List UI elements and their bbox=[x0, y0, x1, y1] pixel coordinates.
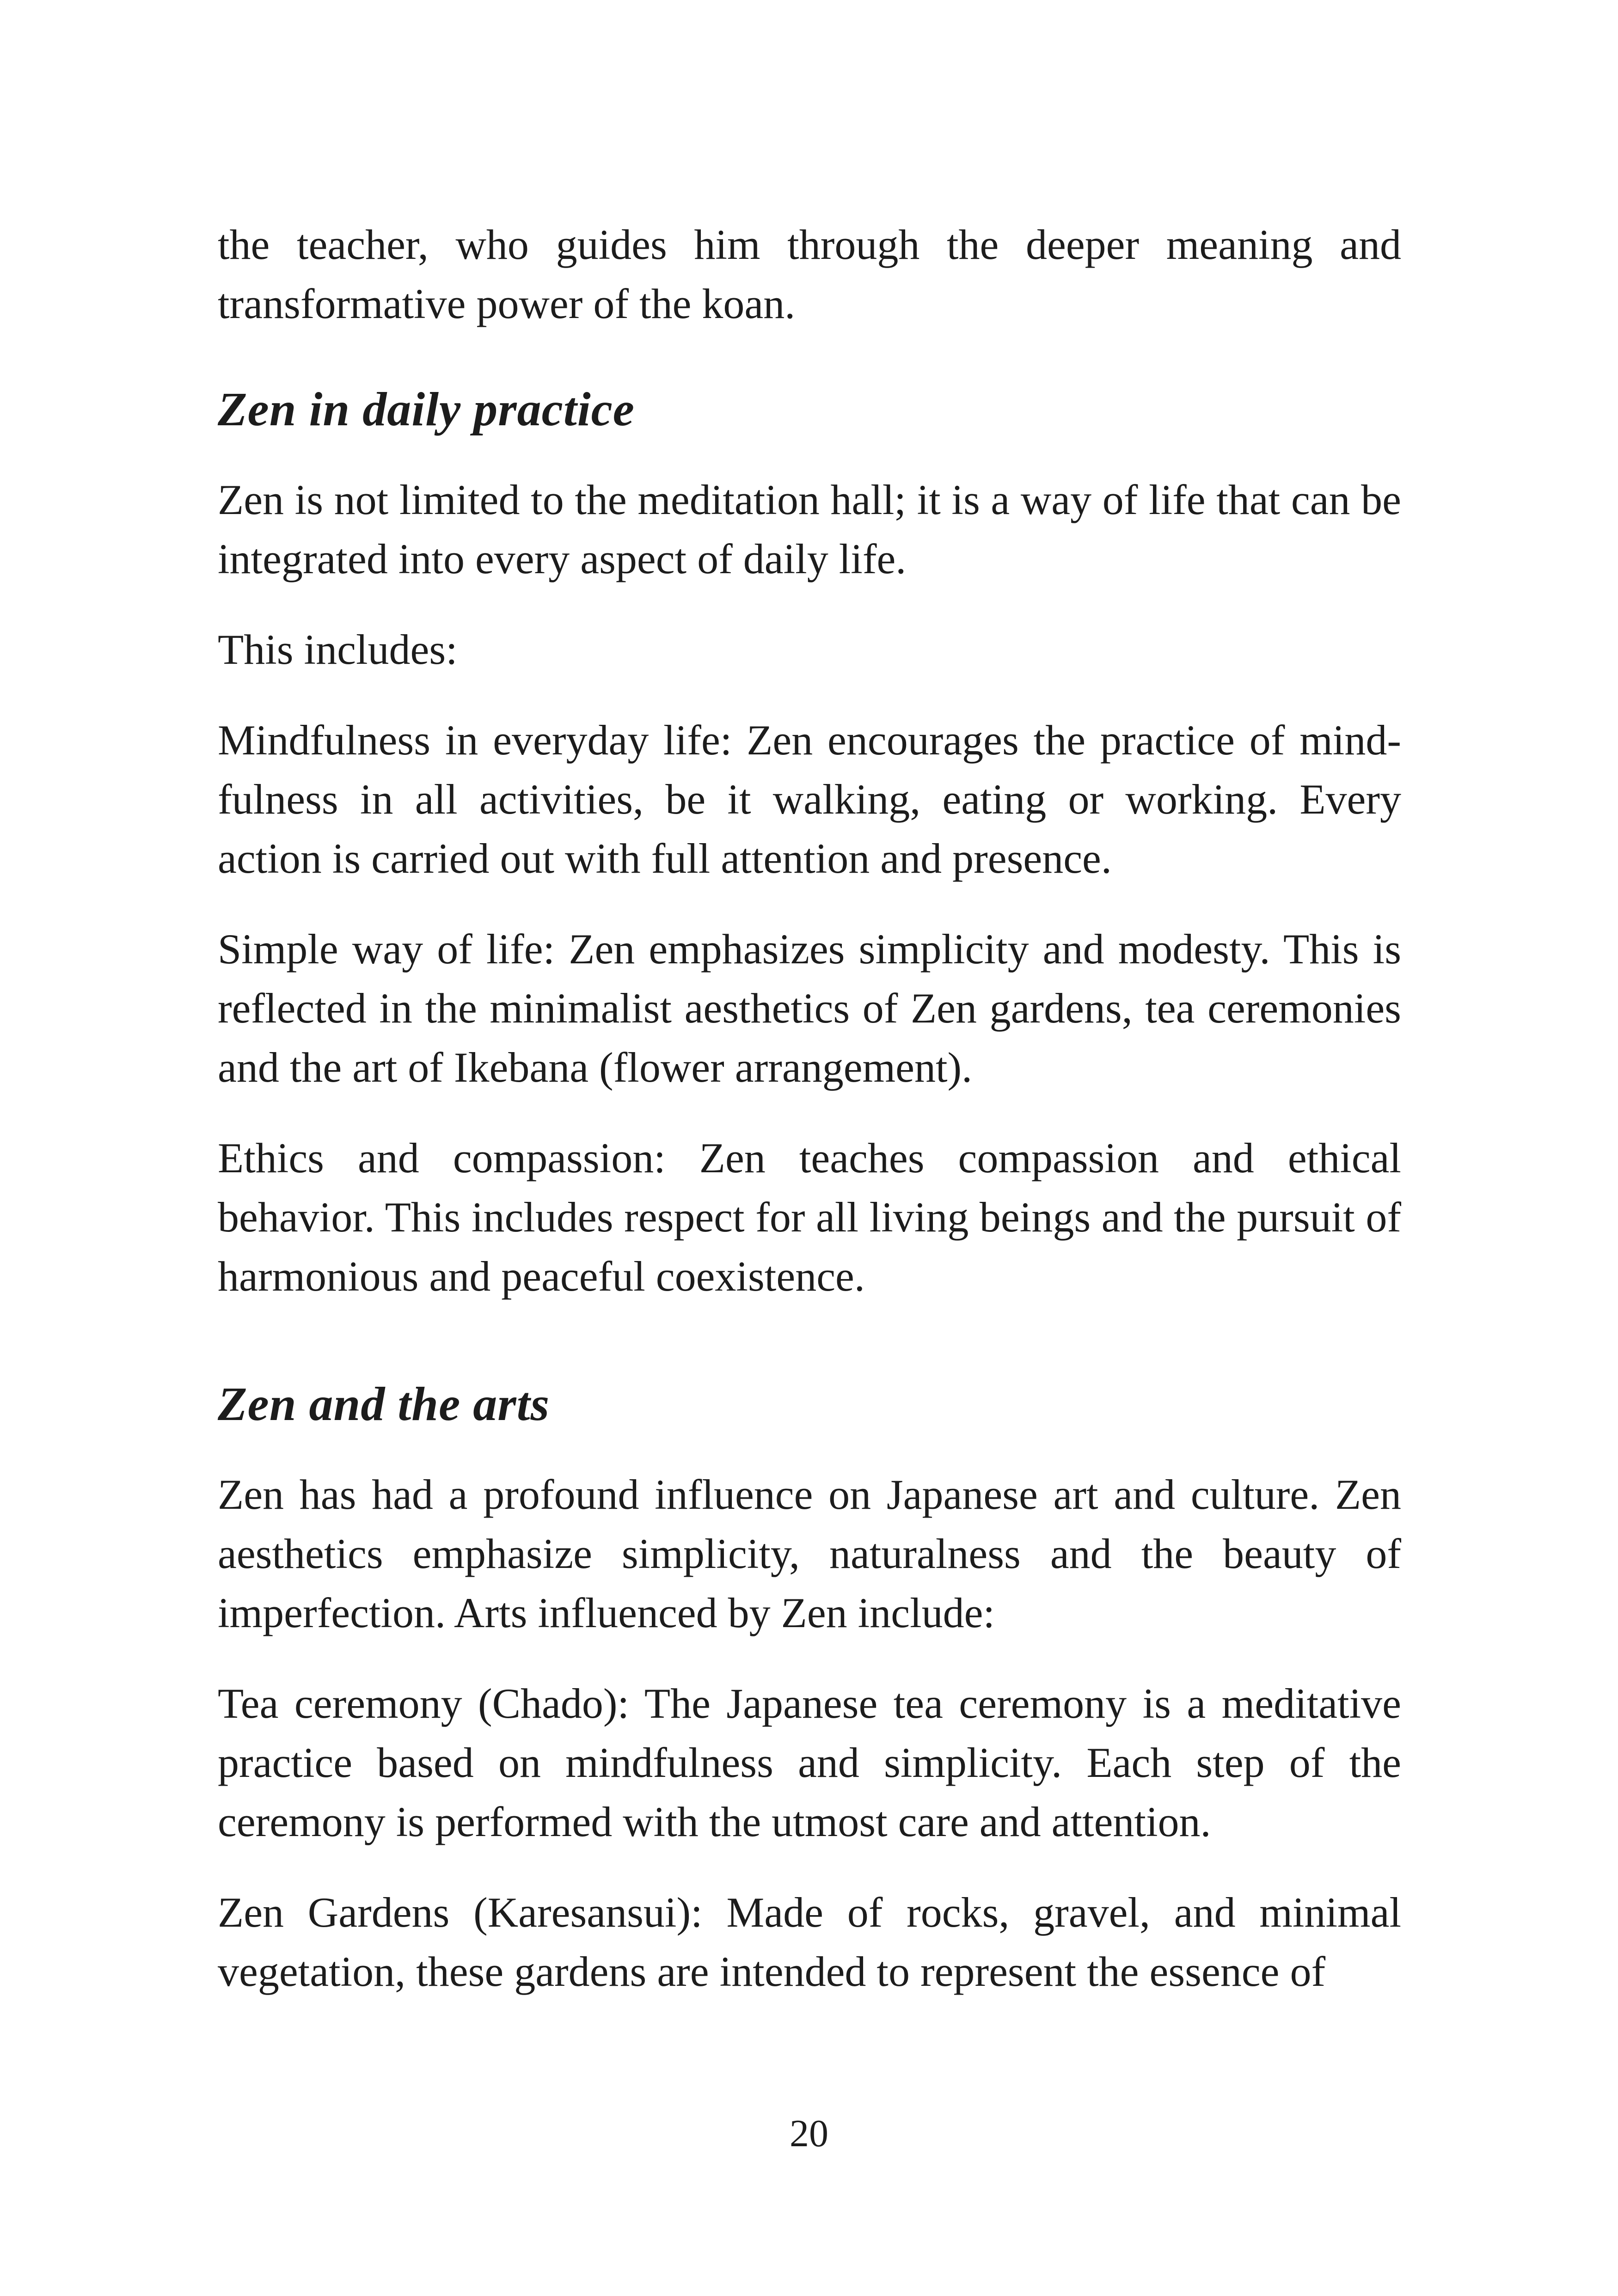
paragraph: Mindfulness in everyday life: Zen encourages the practice of mindfulness in all activities, be it walking, eating or working. Every action is carried out with full attention and presence. bbox=[218, 716, 1401, 882]
paragraph: Ethics and compassion: Zen teaches compassion and ethical behavior. This includes respect for all living beings and the pursuit of harmonious and peaceful coexistence. bbox=[218, 1134, 1401, 1300]
intro-paragraph: the teacher, who guides him through the deeper meaning and transformative power of the koan. bbox=[218, 221, 1401, 327]
paragraph: This includes: bbox=[218, 626, 458, 673]
section-heading-arts: Zen and the arts bbox=[218, 1378, 550, 1431]
paragraph: Zen has had a profound influence on Japanese art and culture. Zen aesthetics emphasize simplicity, naturalness and the beauty of imperfection. Arts influenced by Zen include: bbox=[218, 1471, 1401, 1636]
body-text bbox=[218, 215, 1401, 2033]
section-heading-daily-practice: Zen in daily practice bbox=[218, 383, 635, 436]
paragraph: Tea ceremony (Chado): The Japanese tea ceremony is a meditative practice based on mindfulness and simplicity. Each step of the ceremony is performed with the utmost care and attention. bbox=[218, 1680, 1401, 1845]
paragraph: Zen is not limited to the meditation hall; it is a way of life that can be integrated into every aspect of daily life. bbox=[218, 476, 1401, 582]
paragraph: Simple way of life: Zen emphasizes simplicity and modesty. This is reflected in the minimalist aesthetics of Zen gardens, tea ceremonies and the art of Ikebana (flower arrangement). bbox=[218, 925, 1401, 1091]
paragraph: Zen Gardens (Karesansui): Made of rocks, gravel, and minimal vegetation, these gardens are intended to represent the essence of bbox=[218, 1889, 1401, 1995]
page-number: 20 bbox=[790, 2112, 828, 2155]
